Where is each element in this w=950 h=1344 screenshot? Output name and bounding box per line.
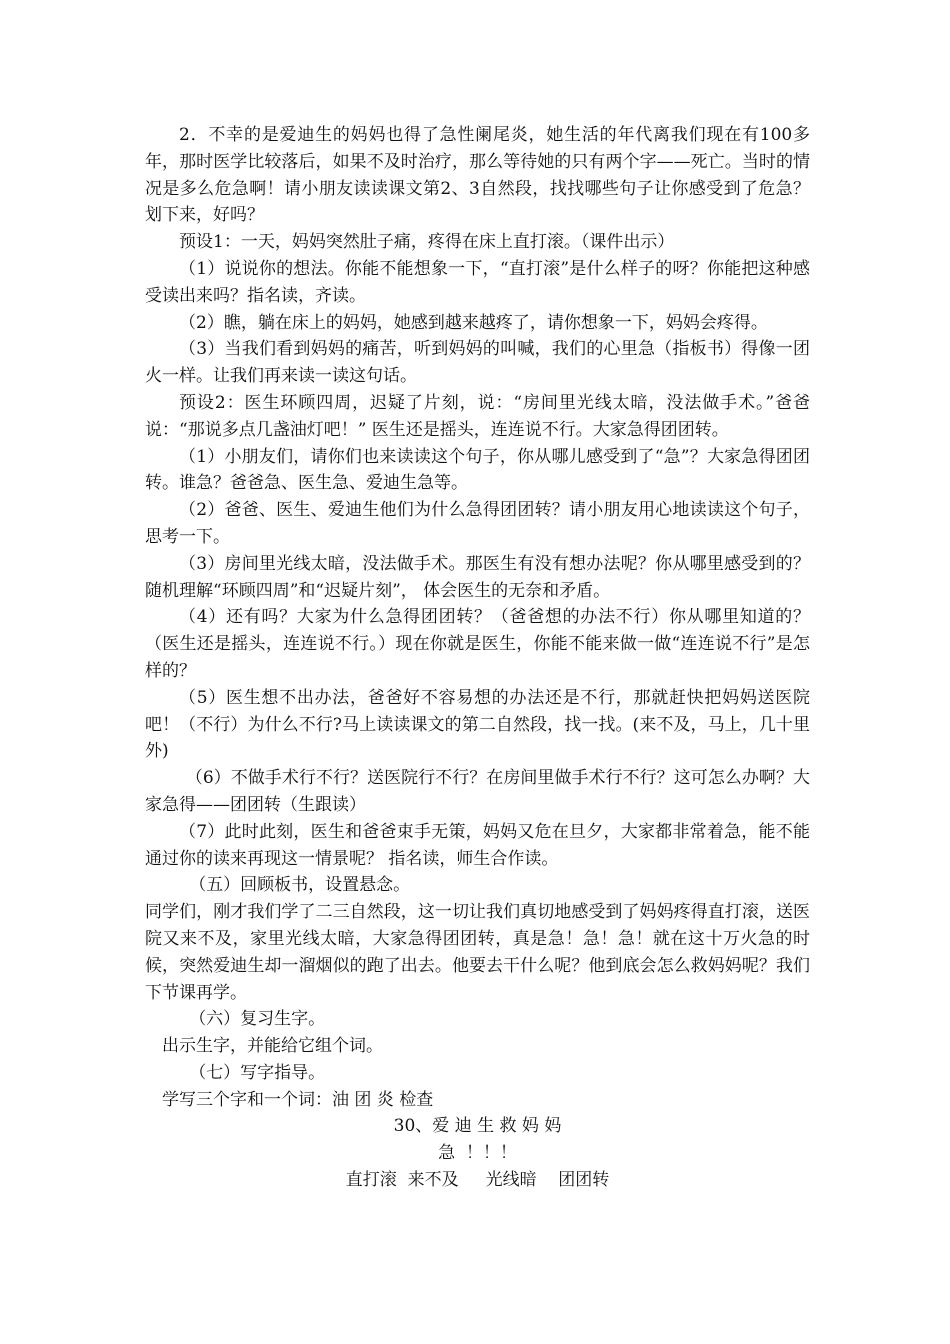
paragraph-q4: （4）还有吗？大家为什么急得团团转？（爸爸想的办法不行）你从哪里知道的？（医生还是摇头，连连说不行。）现在你就是医生，你能不能来做一做“连连说不行”是怎样的？ [145, 607, 810, 681]
section-heading-review: （五）回顾板书，设置悬念。 [189, 875, 411, 896]
blackboard-summary [145, 1113, 810, 1193]
paragraph-q6: （6）不做手术行不行？送医院行不行？在房间里做手术行不行？这可怎么办啊？大家急得——团团转（生跟读） [145, 768, 810, 815]
paragraph-show-characters: 出示生字，并能给它组个词。 [162, 1036, 383, 1057]
section-heading-revise: （六）复习生字。 [189, 1009, 326, 1030]
paragraph-q5: （5）医生想不出办法，爸爸好不容易想的办法还是不行，那就赶快把妈妈送医院吧！（不行）为什么不行?马上读读课文的第二自然段，找一找。(来不及，马上，几十里外) [145, 687, 810, 762]
document-body [145, 122, 810, 1194]
paragraph-q1: （1）小朋友们，请你们也来读读这个句子，你从哪儿感受到了“急”？大家急得团团转。谁急？爸爸急、医生急、爱迪生急等。 [145, 446, 810, 494]
board-line-keywords: 直打滚 来不及 光线暗 团团转 [345, 1170, 610, 1191]
paragraph-intro: 2．不幸的是爱迪生的妈妈也得了急性阑尾炎，她生活的年代离我们现在有100多年，那时医学比较落后，如果不及时治疗，那么等待她的只有两个字——死亡。当时的情况是多么危急啊！请小朋友读读课文第2、3自然段，找找哪些句子让你感受到了危急？划下来，好吗？ [145, 125, 810, 226]
paragraph-q2: （2）爸爸、医生、爱迪生他们为什么急得团团转？请小朋友用心地读读这个句子，思考一下。 [145, 500, 810, 547]
paragraph-step-1: （1）说说你的想法。你能不能想象一下，“直打滚”是什么样子的呀？你能把这种感受读出来吗？指名读，齐读。 [145, 258, 810, 306]
section-heading-writing: （七）写字指导。 [189, 1062, 326, 1083]
paragraph-preset-2: 预设2：医生环顾四周，迟疑了片刻，说：“房间里光线太暗，没法做手术。”爸爸说：“那说多点几盏油灯吧！” 医生还是摇头，连连说不行。大家急得团团转。 [145, 392, 810, 440]
paragraph-summary: 同学们，刚才我们学了二三自然段，这一切让我们真切地感受到了妈妈疼得直打滚，送医院又来不及，家里光线太暗，大家急得团团转，真是急！急！急！就在这十万火急的时候，突然爱迪生却一溜烟似的跑了出去。他要去干什么呢？他到底会怎么救妈妈呢？我们下节课再学。 [145, 902, 810, 1003]
paragraph-q3: （3）房间里光线太暗，没法做手术。那医生有没有想办法呢？你从哪里感受到的？随机理解“环顾四周”和“迟疑片刻”， 体会医生的无奈和矛盾。 [145, 553, 810, 601]
board-line-urgent: 急 ！！！ [438, 1143, 517, 1164]
board-title: 30、爱 迪 生 救 妈 妈 [393, 1116, 562, 1137]
paragraph-step-2: （2）瞧，躺在床上的妈妈，她感到越来越疼了，请你想象一下，妈妈会疼得。 [179, 312, 768, 333]
paragraph-preset-1: 预设1：一天，妈妈突然肚子痛，疼得在床上直打滚。（课件出示） [179, 232, 675, 253]
paragraph-writing-practice: 学写三个字和一个词：油 团 炎 检查 [162, 1089, 434, 1110]
paragraph-q7: （7）此时此刻，医生和爸爸束手无策，妈妈又危在旦夕，大家都非常着急，能不能通过你的读来再现这一情景呢？ 指名读，师生合作读。 [145, 821, 810, 869]
paragraph-step-3: （3）当我们看到妈妈的痛苦，听到妈妈的叫喊，我们的心里急（指板书）得像一团火一样。让我们再来读一读这句话。 [145, 339, 810, 387]
